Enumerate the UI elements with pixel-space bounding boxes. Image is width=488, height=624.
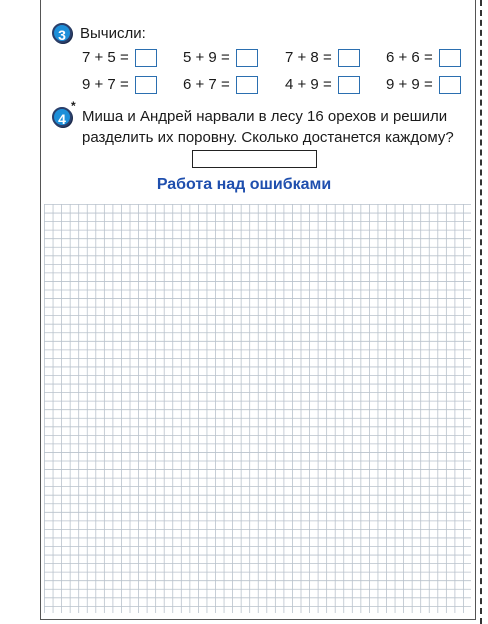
equation-8 — [386, 75, 461, 95]
equation-expr: 9 + 9 = — [386, 76, 433, 94]
equation-6 — [183, 75, 258, 95]
answer-cell[interactable] — [135, 76, 157, 94]
star-icon: * — [71, 99, 76, 113]
equation-expr: 4 + 9 = — [285, 76, 332, 94]
checkered-grid[interactable] — [44, 204, 471, 613]
task-4-line-2: разделить их поровну. Сколько достанется каждому? — [82, 129, 454, 146]
task-4-line-1: Миша и Андрей нарвали в лесу 16 орехов и решили — [82, 108, 448, 125]
equation-expr: 6 + 6 = — [386, 49, 433, 67]
equation-3 — [285, 48, 360, 68]
equation-1 — [82, 48, 157, 68]
task-4-answer-box[interactable] — [192, 150, 317, 168]
task-4-number: 4 — [58, 111, 66, 127]
equation-7 — [285, 75, 360, 95]
answer-cell[interactable] — [338, 76, 360, 94]
equation-expr: 7 + 8 = — [285, 49, 332, 67]
equation-5 — [82, 75, 157, 95]
equation-expr: 6 + 7 = — [183, 76, 230, 94]
equation-expr: 5 + 9 = — [183, 49, 230, 67]
answer-cell[interactable] — [338, 49, 360, 67]
task-4-problem — [82, 106, 472, 148]
task-3-number: 3 — [58, 27, 66, 43]
answer-cell[interactable] — [439, 49, 461, 67]
cut-line — [480, 0, 482, 624]
task-3-title: Вычисли: — [80, 25, 146, 42]
answer-cell[interactable] — [236, 49, 258, 67]
equation-2 — [183, 48, 258, 68]
answer-cell[interactable] — [439, 76, 461, 94]
equation-expr: 7 + 5 = — [82, 49, 129, 67]
equation-4 — [386, 48, 461, 68]
task-3-number-badge — [52, 23, 72, 43]
equation-expr: 9 + 7 = — [82, 76, 129, 94]
answer-cell[interactable] — [135, 49, 157, 67]
answer-cell[interactable] — [236, 76, 258, 94]
errors-section-title: Работа над ошибками — [156, 176, 332, 193]
task-4-number-badge — [52, 107, 72, 127]
